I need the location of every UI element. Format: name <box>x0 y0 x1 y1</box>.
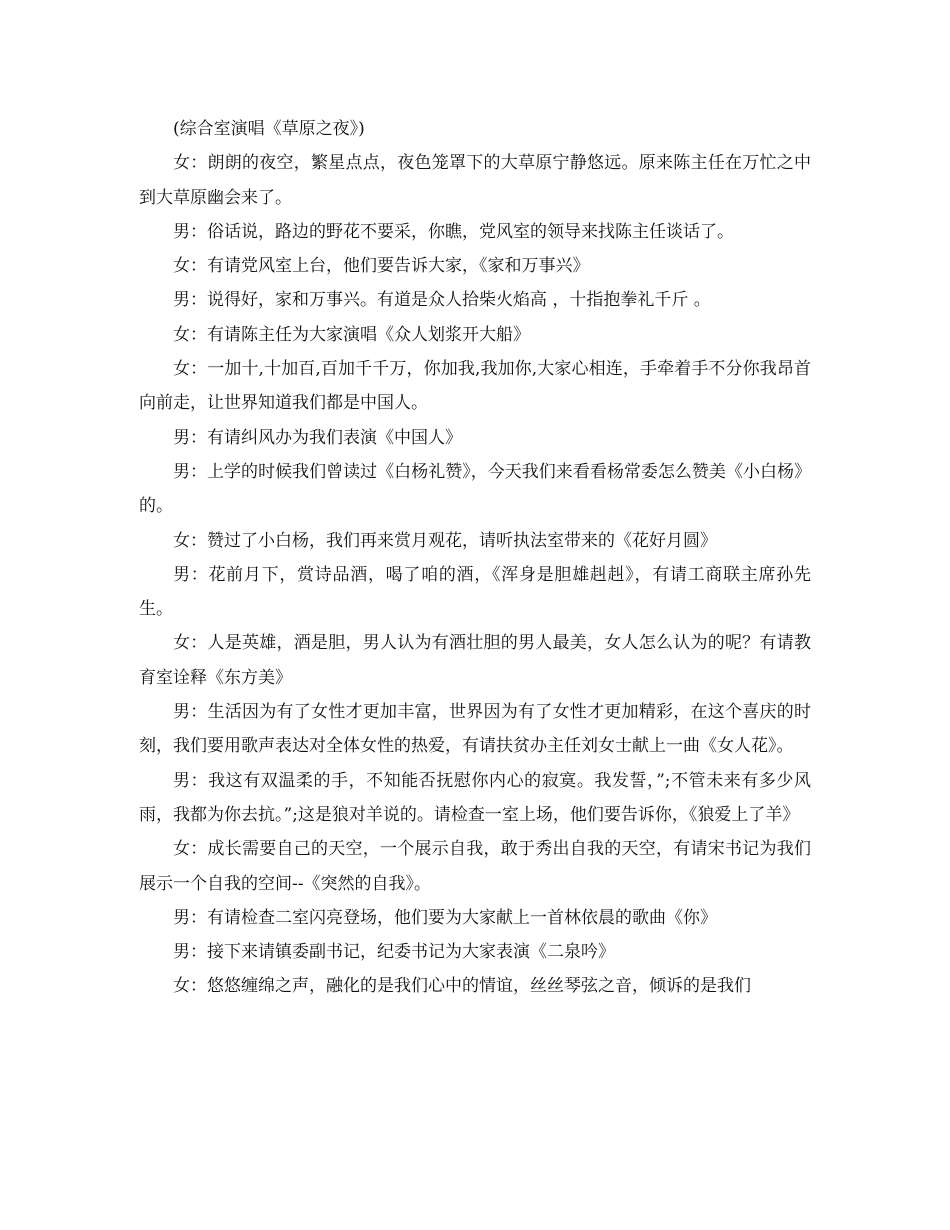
paragraph: 女：人是英雄，酒是胆，男人认为有酒壮胆的男人最美，女人怎么认为的呢？有请教育室诠释《东方美》 <box>139 633 811 688</box>
paragraph: 女：有请陈主任为大家演唱《众人划浆开大船》 <box>173 324 530 345</box>
document-body <box>139 112 811 1004</box>
paragraph: 女：一加十,十加百,百加千千万，你加我,我加你,大家心相连，手牵着手不分你我昂首向前走，让世界知道我们都是中国人。 <box>139 359 811 414</box>
paragraph: 女：朗朗的夜空，繁星点点，夜色笼罩下的大草原宁静悠远。原来陈主任在万忙之中到大草原幽会来了。 <box>139 153 811 208</box>
paragraph: 男：有请检查二室闪亮登场，他们要为大家献上一首林依晨的歌曲《你》 <box>173 907 717 928</box>
paragraph: 男：生活因为有了女性才更加丰富，世界因为有了女性才更加精彩，在这个喜庆的时刻，我们要用歌声表达对全体女性的热爱，有请扶贫办主任刘女士献上一曲《女人花》。 <box>139 702 811 757</box>
paragraph: 男：我这有双温柔的手，不知能否抚慰你内心的寂寞。我发誓，”;不管未来有多少风雨，我都为你去抗。”;这是狼对羊说的。请检查一室上场，他们要告诉你，《狼爱上了羊》 <box>139 770 811 825</box>
paragraph: 男：上学的时候我们曾读过《白杨礼赞》，今天我们来看看杨常委怎么赞美《小白杨》的。 <box>139 461 811 517</box>
paragraph: 女：有请党风室上台，他们要告诉大家，《家和万事兴》 <box>173 256 590 277</box>
paragraph: 男：花前月下，赏诗品酒，喝了咱的酒，《浑身是胆雄赳赳》，有请工商联主席孙先生。 <box>139 564 811 620</box>
paragraph: 女：悠悠缠绵之声，融化的是我们心中的情谊，丝丝琴弦之音，倾诉的是我们 <box>173 976 751 997</box>
paragraph: 男：说得好，家和万事兴。有道是众人拾柴火焰高 ，十指抱拳礼千斤 。 <box>173 290 711 311</box>
paragraph: 女：成长需要自己的天空，一个展示自我，敢于秀出自我的天空，有请宋书记为我们展示一个自我的空间--《突然的自我》。 <box>139 839 811 894</box>
paragraph: 男：有请纠风办为我们表演《中国人》 <box>173 427 462 448</box>
paragraph: 男：接下来请镇委副书记，纪委书记为大家表演《二泉吟》 <box>173 942 615 963</box>
paragraph: (综合室演唱《草原之夜》) <box>173 119 365 139</box>
paragraph: 男：俗话说，路边的野花不要采，你瞧，党风室的领导来找陈主任谈话了。 <box>173 221 734 242</box>
paragraph: 女：赞过了小白杨，我们再来赏月观花，请听执法室带来的《花好月圆》 <box>173 530 717 551</box>
